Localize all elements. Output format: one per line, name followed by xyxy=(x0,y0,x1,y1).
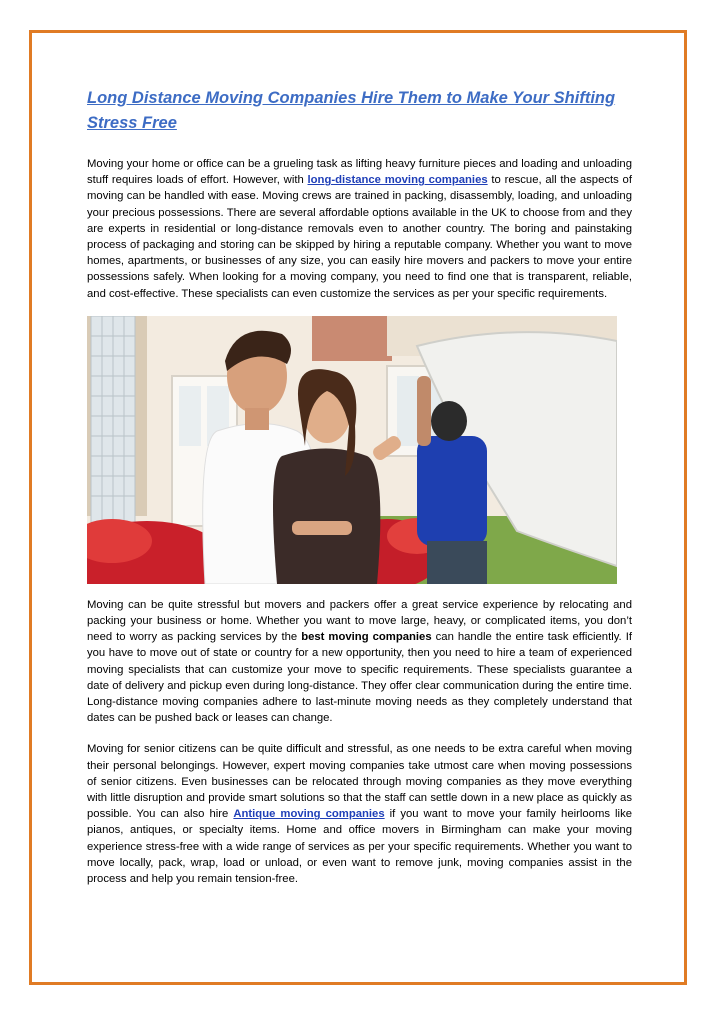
antique-moving-link[interactable]: Antique moving companies xyxy=(233,808,385,821)
article-title[interactable]: Long Distance Moving Companies Hire Them to Make Your Shifting Stress Free xyxy=(87,89,616,132)
paragraph-2-text-end: can handle the entire task efficiently. If you have to move out of state or country for a new opportunity, then you need to hire a team of experienced moving specialists that can customize your move to specific requirements. These specialists guarantee a date of delivery and pickup even during long-distance. They offer clear communication during the entire time. Long-distance moving companies adhere to last-minute moving needs as they completely understand that dates can be pushed back or leases can change. xyxy=(87,631,632,725)
long-distance-moving-link[interactable]: long-distance moving companies xyxy=(307,174,488,187)
paragraph-2 xyxy=(87,597,632,727)
paragraph-3 xyxy=(87,741,632,887)
paragraph-1 xyxy=(87,156,632,302)
article xyxy=(87,86,632,887)
paragraph-2-text-start: Moving can be quite stressful but movers and packers offer a great service experience by relocating and packing your business or home. Whether you want to move large, heavy, or complicated items, you don’t need to worry as packing services by the xyxy=(87,598,632,644)
paragraph-3-text-start: Moving for senior citizens can be quite difficult and stressful, as one needs to be extra careful when moving their personal belongings. However, expert moving companies take utmost care when moving possessions of senior citizens. Even businesses can be relocated through moving companies as they move everything with little disruption and provide smart solutions so that the staff can settle down in a new place as quickly as possible. You can also hire xyxy=(87,743,632,821)
best-moving-companies-text: best moving companies xyxy=(301,631,432,644)
paragraph-3-text-end: if you want to move your family heirlooms like pianos, antiques, or specialty items. Home and office movers in Birmingham can make your moving experience stress-free with a wide range of services as per your specific requirements. Whether you want to move locally, pack, wrap, load or unload, or even want to remove junk, moving companies assist in the process and help you remain tension-free. xyxy=(87,808,632,886)
couple-moving-photo xyxy=(87,316,617,584)
paragraph-1-text-end: to rescue, all the aspects of moving can be handled with ease. Moving crews are trained in packing, disassembly, loading, and unloading your precious possessions. There are several affordable options available in the UK to choose from and they are experts in residential or long-distance removals even to another country. The boring and painstaking process of packaging and storing can be skipped by hiring a reputable company. Whether you want to move homes, apartments, or businesses of any size, you can easily hire movers and packers to move your entire possessions safely. When looking for a moving company, you need to find one that is transparent, reliable, and cost-effective. These specialists can even customize the services as per your specific requirements. xyxy=(87,174,632,300)
paragraph-1-text-start: Moving your home or office can be a grueling task as lifting heavy furniture pieces and loading and unloading stuff requires loads of effort. However, with xyxy=(87,158,632,187)
